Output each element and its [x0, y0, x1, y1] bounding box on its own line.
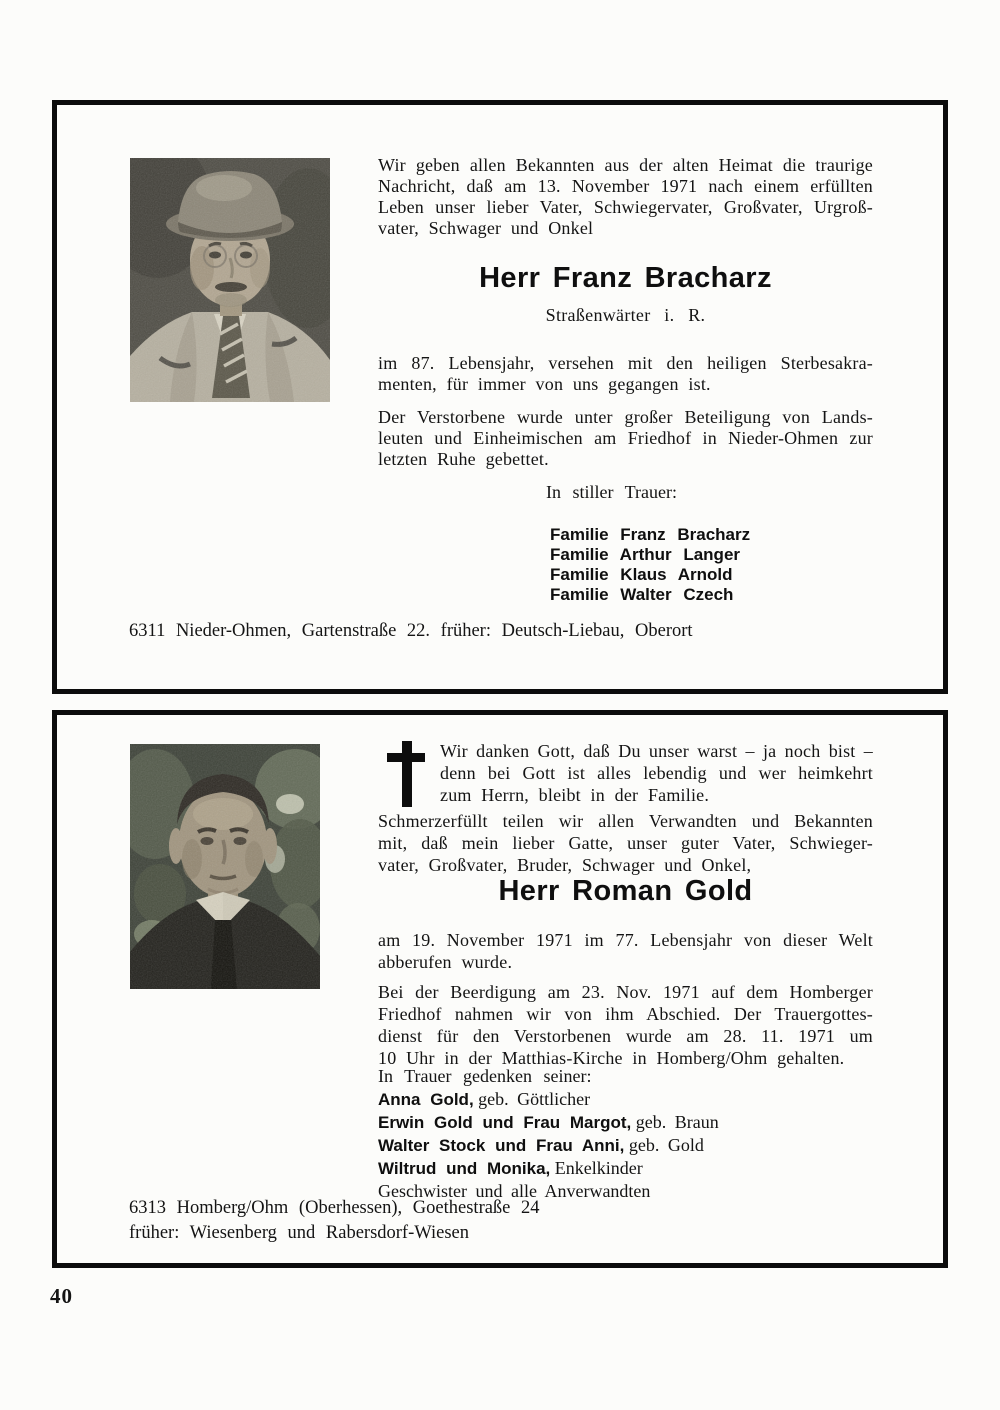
text-line: Wir geben allen Bekannten aus der alten Heimat die traurige: [378, 155, 873, 175]
text-line: letzten Ruhe gebettet.: [378, 449, 549, 469]
address-line: früher: Wiesenberg und Rabersdorf-Wiesen: [129, 1223, 469, 1243]
death-paragraph: [378, 353, 873, 395]
text-line: zum Herrn, bleibt in der Familie.: [440, 785, 710, 805]
address-line: 6313 Homberg/Ohm (Oberhessen), Goethestraße 24: [129, 1198, 540, 1218]
text-line: 10 Uhr in der Matthias-Kirche in Homberg/Ohm gehalten.: [378, 1048, 845, 1068]
text-line: Friedhof nahmen wir von ihm Abschied. Der Trauergottes-: [378, 1004, 873, 1024]
burial-paragraph: [378, 981, 873, 1069]
mourner-line: [378, 1111, 898, 1134]
mourner-detail: Geschwister und alle Anverwandten: [378, 1181, 651, 1201]
intro-paragraph: [378, 810, 873, 876]
deceased-name-bracharz: Herr Franz Bracharz: [479, 262, 772, 294]
mourner-detail: geb. Göttlicher: [478, 1089, 591, 1109]
address-line: 6311 Nieder-Ohmen, Gartenstraße 22. früher: Deutsch-Liebau, Oberort: [129, 621, 693, 641]
verse-paragraph: [440, 740, 873, 806]
mourner-line: [378, 1088, 898, 1111]
mourner-family: Familie Klaus Arnold: [550, 565, 733, 584]
portrait-photo-franz-bracharz: [130, 158, 330, 402]
mourner-name: Walter Stock und Frau Anni,: [378, 1136, 625, 1155]
mourner-list: [378, 1088, 898, 1203]
mourner-name: Erwin Gold und Frau Margot,: [378, 1113, 632, 1132]
portrait-photo-roman-gold: [130, 744, 320, 989]
mourner-family: Familie Franz Bracharz: [550, 525, 751, 544]
mourner-family: Familie Walter Czech: [550, 585, 734, 604]
death-paragraph: [378, 929, 873, 973]
mourner-detail: geb. Braun: [635, 1112, 719, 1132]
text-line: menten, für immer von uns gegangen ist.: [378, 374, 711, 394]
text-line: mit, daß mein lieber Gatte, unser guter Vater, Schwieger-: [378, 833, 873, 853]
text-line: Leben unser lieber Vater, Schwiegervater, Großvater, Urgroß-: [378, 197, 873, 217]
deceased-name-gold: Herr Roman Gold: [498, 875, 753, 907]
obituary-notice-gold: [52, 710, 948, 1268]
mourner-name: Anna Gold,: [378, 1090, 474, 1109]
mourner-line: [378, 1157, 898, 1180]
text-line: Wir danken Gott, daß Du unser warst – ja noch bist –: [440, 741, 873, 761]
mourning-label: In stiller Trauer:: [546, 482, 677, 502]
mourner-line: [378, 1134, 898, 1157]
text-line: Der Verstorbene wurde unter großer Beteiligung von Lands-: [378, 407, 873, 427]
cross-icon: [387, 741, 427, 809]
text-line: Schmerzerfüllt teilen wir allen Verwandten und Bekannten: [378, 811, 873, 831]
mourner-detail: Enkelkinder: [554, 1158, 643, 1178]
text-line: leuten und Einheimischen am Friedhof in Nieder-Ohmen zur: [378, 428, 873, 448]
text-line: im 87. Lebensjahr, versehen mit den heiligen Sterbesakra-: [378, 353, 873, 373]
text-line: am 19. November 1971 im 77. Lebensjahr von dieser Welt: [378, 930, 873, 950]
mourning-label: In Trauer gedenken seiner:: [378, 1066, 592, 1086]
text-line: vater, Großvater, Bruder, Schwager und Onkel,: [378, 855, 752, 875]
obituary-notice-bracharz: [52, 100, 948, 694]
text-line: denn bei Gott ist alles lebendig und wer heimkehrt: [440, 763, 873, 783]
mourner-name: Wiltrud und Monika,: [378, 1159, 551, 1178]
text-line: vater, Schwager und Onkel: [378, 218, 594, 238]
burial-paragraph: [378, 407, 873, 470]
mourner-detail: geb. Gold: [628, 1135, 704, 1155]
text-line: Nachricht, daß am 13. November 1971 nach einem erfüllten: [378, 176, 873, 196]
text-line: Bei der Beerdigung am 23. Nov. 1971 auf dem Homberger: [378, 982, 873, 1002]
page-number: 40: [50, 1284, 73, 1308]
text-line: dienst für den Verstorbenen wurde am 28. 11. 1971 um: [378, 1026, 873, 1046]
mourner-family: Familie Arthur Langer: [550, 545, 741, 564]
mourner-family-list: [550, 525, 750, 605]
deceased-subtitle: Straßenwärter i. R.: [545, 305, 706, 325]
intro-paragraph: [378, 155, 873, 239]
text-line: abberufen wurde.: [378, 952, 513, 972]
